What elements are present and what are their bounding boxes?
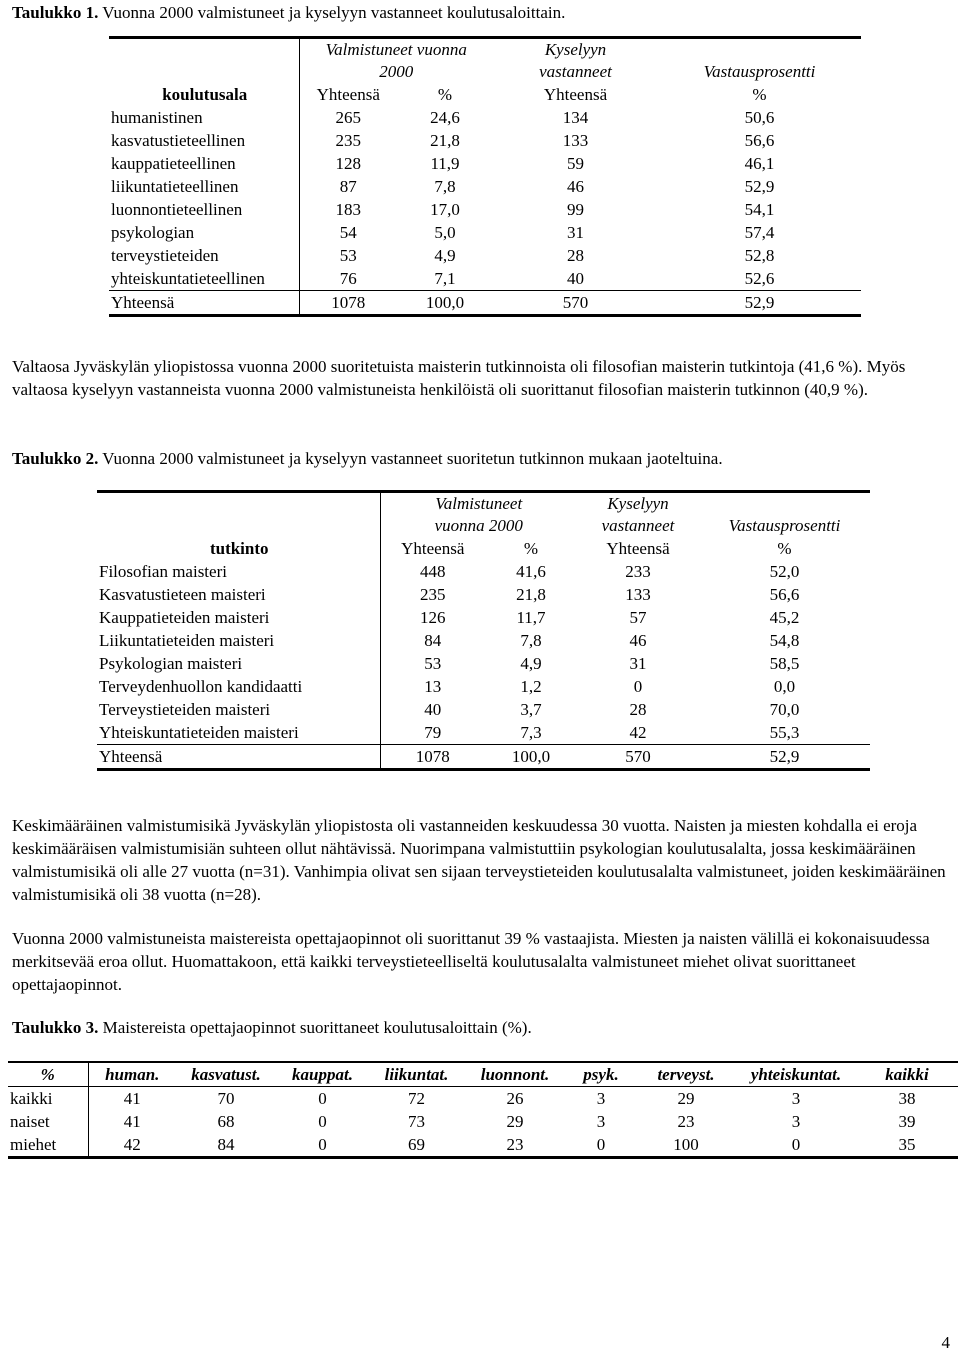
table3-cell: 73 [408, 1112, 425, 1131]
table2-sub-pct: % [523, 539, 539, 558]
table3-cell: 3 [596, 1089, 606, 1108]
table2-cell: 4,9 [520, 654, 542, 673]
table2-cell: 235 [420, 585, 446, 604]
table2-total-cell: 100,0 [485, 745, 577, 770]
table1-cell: 54,1 [744, 200, 775, 219]
table1-row-label: liikuntatieteellinen [109, 175, 299, 198]
table1-cell: 53 [339, 246, 357, 265]
table1-row [109, 267, 861, 291]
table2-cell: 448 [420, 562, 446, 581]
table1-cell: 46,1 [744, 154, 775, 173]
table3-row [8, 1087, 958, 1111]
table2-sub-total: Yhteensä [401, 539, 465, 558]
table1-cell: 87 [339, 177, 357, 196]
table2-cell: 28 [629, 700, 647, 719]
table2-cell: 0 [633, 677, 643, 696]
table1-cell: 21,8 [430, 131, 460, 150]
table3-header-cell: terveyst. [636, 1062, 736, 1087]
table2-cell: 133 [625, 585, 651, 604]
table1-sub-pct: % [437, 85, 453, 104]
table3-cell: 38 [898, 1089, 916, 1108]
table1-cell: 46 [567, 177, 584, 196]
table1-cell: 40 [567, 269, 584, 288]
table1-header-blank [109, 38, 299, 84]
table1-caption-label: Taulukko 1. [12, 3, 99, 22]
table1-cell: 265 [335, 108, 361, 127]
table2-cell: 41,6 [516, 562, 546, 581]
table1-cell: 59 [567, 154, 584, 173]
table1-row-label: kasvatustieteellinen [109, 129, 299, 152]
paragraph-3: Vuonna 2000 valmistuneista maistereista opettajaopinnot oli suorittanut 39 % vastaajista. Miesten ja naisten välillä ei kokonaisuudessa merkitsevää eroa ollut. Huomattakoon, että kaikki terveystieteelliseltä koulutusalalta valmistuneet miehet olivat suorittaneet opettajaopinnot. [12, 929, 930, 994]
table3-header-cell: luonnont. [464, 1062, 566, 1087]
table1-cell: 28 [567, 246, 584, 265]
table2-total-cell: 570 [577, 745, 699, 770]
table3-cell: 72 [408, 1089, 425, 1108]
table1-row [109, 106, 861, 129]
table2-cell: 11,7 [516, 608, 546, 627]
table2-total-cell: 1078 [380, 745, 485, 770]
table2-row-label: Psykologian maisteri [97, 652, 380, 675]
table1-row [109, 198, 861, 221]
table3 [8, 1061, 958, 1159]
table1-cell: 4,9 [434, 246, 456, 265]
table3-cell: 0 [318, 1135, 327, 1154]
table1-total-cell: 570 [493, 291, 658, 316]
table2-row-label: Kasvatustieteen maisteri [97, 583, 380, 606]
table2 [97, 490, 870, 771]
table2-cell: 79 [424, 723, 442, 742]
table3-row [8, 1133, 958, 1158]
table2-cell: 55,3 [769, 723, 800, 742]
table3-cell: 41 [123, 1089, 141, 1108]
table2-cell: 56,6 [769, 585, 800, 604]
table3-header-cell: % [8, 1062, 88, 1087]
paragraph-1: Valtaosa Jyväskylän yliopistossa vuonna 2000 suoritetuista maisterin tutkinnoista oli filosofian maisterin tutkintoja (41,6 %). Myös valtaosa kyselyyn vastanneista vuonna 2000 valmistuneista henkilöistä oli suorittanut filosofian maisterin tutkinnon (40,9 %). [12, 357, 906, 399]
table1-caption-text: Vuonna 2000 valmistuneet ja kyselyyn vastanneet koulutusaloittain. [98, 3, 566, 22]
table1-total-cell: 1078 [299, 291, 397, 316]
table1-cell: 56,6 [744, 131, 775, 150]
table2-cell: 45,2 [769, 608, 800, 627]
table2-cell: 0,0 [773, 677, 796, 696]
table1-row [109, 221, 861, 244]
table3-caption [12, 1018, 532, 1038]
table2-cell: 42 [629, 723, 647, 742]
table1-cell: 134 [562, 108, 589, 127]
table1-cell: 52,9 [744, 177, 775, 196]
table1-row-label: psykologian [109, 221, 299, 244]
table2-row [97, 606, 870, 629]
paragraph-2: Keskimääräinen valmistumisikä Jyväskylän yliopistosta oli vastanneiden keskuudessa 30 vuotta. Naisten ja miesten kohdalla ei eroja keskimääräisen valmistumisiän suhteen ollut nähtävissä. Nuorimpana valmistuttiin psykologian koulutusalalta, jossa keskimääräinen valmistumisikä oli alle 27 vuotta (n=31). Vanhimpia olivat sen sijaan terveystieteiden koulutusalalta valmistuneet, joiden keskimääräinen valmistumisikä oli 38 vuotta (n=28). [12, 816, 946, 904]
table2-row [97, 675, 870, 698]
table1-cell: 57,4 [744, 223, 775, 242]
table3-row [8, 1110, 958, 1133]
table1-cell: 52,6 [744, 269, 775, 288]
table3-header-cell: kaikki [856, 1062, 958, 1087]
table1-row-label: kauppatieteellinen [109, 152, 299, 175]
table2-cell: 70,0 [769, 700, 800, 719]
table2-total-label: Yhteensä [97, 745, 380, 770]
table3-row-label: naiset [8, 1110, 88, 1133]
table1-cell: 7,1 [434, 269, 456, 288]
table1-cell: 17,0 [430, 200, 460, 219]
table2-row [97, 698, 870, 721]
table3-header-cell: kasvatust. [176, 1062, 276, 1087]
table1-cell: 50,6 [744, 108, 775, 127]
table1-total-row [109, 291, 861, 316]
table2-row-label: Terveydenhuollon kandidaatti [97, 675, 380, 698]
table1-row-label: humanistinen [109, 106, 299, 129]
table1-cell: 5,0 [434, 223, 456, 242]
table3-header-cell: human. [88, 1062, 176, 1087]
table1-row-label: terveystieteiden [109, 244, 299, 267]
table1-cell: 183 [335, 200, 361, 219]
table1-cell: 24,6 [430, 108, 460, 127]
table1-row [109, 244, 861, 267]
table3-cell: 23 [506, 1135, 524, 1154]
table3-cell: 0 [318, 1089, 327, 1108]
table2-cell: 84 [424, 631, 442, 650]
table1-sub-total: Yhteensä [316, 85, 380, 104]
table3-cell: 70 [217, 1089, 235, 1108]
table2-cell: 57 [629, 608, 647, 627]
table3-row-label: kaikki [8, 1087, 88, 1111]
table3-cell: 41 [123, 1112, 141, 1131]
table2-caption-label: Taulukko 2. [12, 449, 99, 468]
table1-total-label: Yhteensä [109, 291, 299, 316]
table3-caption-label: Taulukko 3. [12, 1018, 99, 1037]
table3-header-cell: yhteiskuntat. [736, 1062, 856, 1087]
table3-cell: 3 [791, 1112, 801, 1131]
table1-cell: 7,8 [434, 177, 456, 196]
table2-row-label: Filosofian maisteri [97, 560, 380, 583]
table3-cell: 0 [596, 1135, 606, 1154]
table2-header-rate: Vastausprosentti [728, 516, 841, 535]
table3-cell: 3 [596, 1112, 606, 1131]
table2-sub-pct2: % [777, 539, 792, 558]
table2-row-label: Liikuntatieteiden maisteri [97, 629, 380, 652]
table1-total-cell: 52,9 [658, 291, 861, 316]
table2-cell: 52,0 [769, 562, 800, 581]
table2-sub-label: tutkinto [97, 537, 380, 560]
table1-cell: 128 [335, 154, 361, 173]
table1-row-label: luonnontieteellinen [109, 198, 299, 221]
table3-header-cell: liikuntat. [369, 1062, 464, 1087]
table2-row [97, 629, 870, 652]
table2-caption [12, 449, 723, 469]
table3-cell: 69 [408, 1135, 425, 1154]
table2-cell: 54,8 [769, 631, 800, 650]
table3-caption-text: Maistereista opettajaopinnot suorittaneet koulutusaloittain (%). [98, 1018, 532, 1037]
table3-cell: 23 [677, 1112, 695, 1131]
table1-cell: 99 [567, 200, 584, 219]
table2-cell: 233 [625, 562, 651, 581]
table3-cell: 29 [677, 1089, 695, 1108]
table1-header-rate: Vastausprosentti [703, 62, 816, 81]
table1-header-graduated: Valmistuneet vuonna 2000 [325, 40, 467, 81]
table2-cell: 46 [629, 631, 647, 650]
table2-sub-total2: Yhteensä [606, 539, 670, 558]
table2-header-graduated: Valmistuneet vuonna 2000 [434, 494, 523, 535]
table1-row [109, 152, 861, 175]
table3-header-cell: psyk. [566, 1062, 636, 1087]
table2-header-responded: Kyselyyn vastanneet [601, 494, 675, 535]
table3-cell: 42 [123, 1135, 141, 1154]
table2-cell: 31 [629, 654, 647, 673]
table2-row-label: Terveystieteiden maisteri [97, 698, 380, 721]
table1-cell: 31 [567, 223, 584, 242]
table2-caption-text: Vuonna 2000 valmistuneet ja kyselyyn vastanneet suoritetun tutkinnon mukaan jaoteltuina. [98, 449, 723, 468]
table1 [109, 36, 861, 317]
table2-cell: 126 [420, 608, 446, 627]
table3-cell: 84 [217, 1135, 235, 1154]
table2-row [97, 721, 870, 745]
table2-row [97, 560, 870, 583]
table2-cell: 1,2 [520, 677, 542, 696]
table2-cell: 58,5 [769, 654, 800, 673]
table3-cell: 100 [673, 1135, 699, 1154]
table1-sub-label: koulutusala [109, 83, 299, 106]
table1-row [109, 129, 861, 152]
table2-cell: 53 [424, 654, 442, 673]
table3-cell: 39 [898, 1112, 916, 1131]
table2-total-cell: 52,9 [699, 745, 870, 770]
table3-cell: 35 [898, 1135, 916, 1154]
page-number: 4 [941, 1333, 950, 1352]
table2-cell: 21,8 [516, 585, 546, 604]
table3-cell: 26 [506, 1089, 524, 1108]
table2-row-label: Yhteiskuntatieteiden maisteri [97, 721, 380, 745]
table1-cell: 76 [339, 269, 357, 288]
table2-cell: 13 [424, 677, 442, 696]
table2-cell: 40 [424, 700, 442, 719]
table1-cell: 11,9 [430, 154, 460, 173]
table1-row-label: yhteiskuntatieteellinen [109, 267, 299, 291]
table1-cell: 54 [339, 223, 357, 242]
table1-header-responded: Kyselyyn vastanneet [539, 40, 612, 81]
table1-cell: 133 [562, 131, 589, 150]
table3-cell: 0 [791, 1135, 801, 1154]
table2-total-row [97, 745, 870, 770]
table3-header-cell: kauppat. [276, 1062, 369, 1087]
table1-row [109, 175, 861, 198]
table2-header-blank [97, 492, 380, 538]
table3-row-label: miehet [8, 1133, 88, 1158]
table3-cell: 29 [506, 1112, 524, 1131]
table2-cell: 3,7 [520, 700, 542, 719]
table2-row-label: Kauppatieteiden maisteri [97, 606, 380, 629]
table1-total-cell: 100,0 [397, 291, 493, 316]
table3-cell: 3 [791, 1089, 801, 1108]
table1-cell: 235 [335, 131, 361, 150]
table2-cell: 7,3 [520, 723, 542, 742]
table2-row [97, 583, 870, 606]
table2-row [97, 652, 870, 675]
table1-sub-total2: Yhteensä [543, 85, 608, 104]
table3-cell: 0 [318, 1112, 327, 1131]
table1-sub-pct2: % [752, 85, 767, 104]
table2-cell: 7,8 [520, 631, 542, 650]
table3-cell: 68 [217, 1112, 235, 1131]
table1-cell: 52,8 [744, 246, 775, 265]
table1-caption [12, 3, 565, 23]
